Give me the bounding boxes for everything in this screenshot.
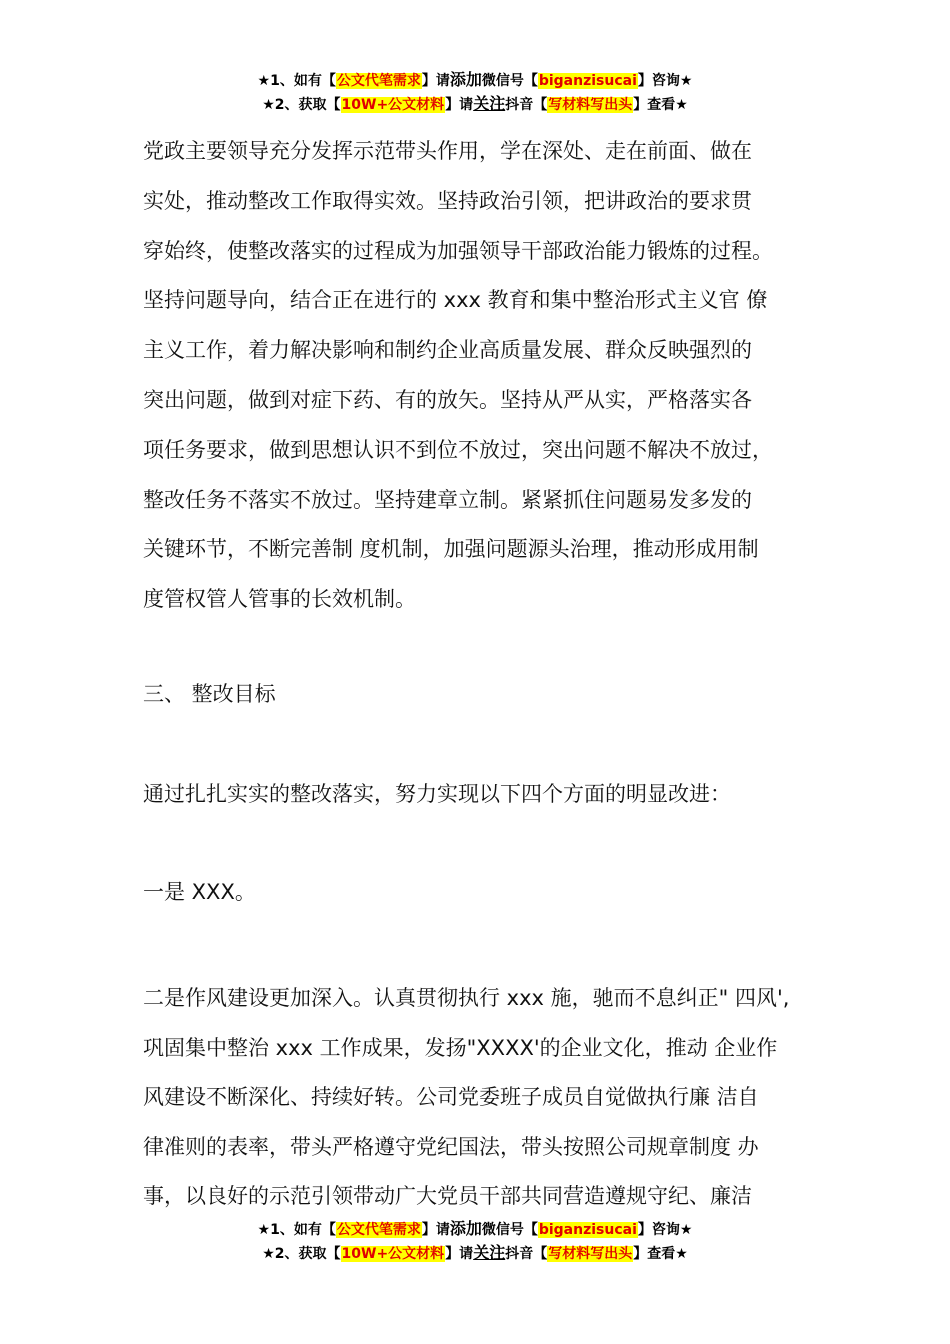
text-line: 主义工作，着力解决影响和制约企业高质量发展、群众反映强烈的 xyxy=(143,338,752,363)
promo-highlight: 10W+公文材料 xyxy=(341,1246,445,1262)
promo-text: 】查看★ xyxy=(633,97,688,113)
text-line: 关键环节，不断完善制 度机制，加强问题源头治理，推动形成用制 xyxy=(143,537,759,562)
text-line: 坚持问题导向，结合正在进行的 xxx 教育和集中整治形式主义官 僚 xyxy=(143,288,768,313)
text-line: 通过扎扎实实的整改落实，努力实现以下四个方面的明显改进： xyxy=(143,782,731,806)
promo-text: 】请 xyxy=(445,97,474,113)
promo-highlight: biganzisucai xyxy=(538,1222,637,1238)
promo-banner-bottom xyxy=(0,1217,950,1265)
promo-highlight: 写材料写出头 xyxy=(548,1246,633,1262)
promo-text: 】请 xyxy=(421,73,450,89)
paragraph-item-1 xyxy=(143,874,833,910)
text-line: 穿始终，使整改落实的过程成为加强领导干部政治能力锻炼的过程。 xyxy=(143,238,773,263)
text-line: 律准则的表率，带头严格遵守党纪国法，带头按照公司规章制度 办 xyxy=(143,1134,759,1159)
text-line: 巩固集中整治 xxx 工作成果，发扬"XXXX'的企业文化，推动 企业作 xyxy=(143,1035,778,1060)
promo-line-1 xyxy=(0,1217,950,1241)
text-line: 二是作风建设更加深入。认真贯彻执行 xxx 施，驰而不息纠正" 四风', xyxy=(143,986,790,1010)
text-line: 实处，推动整改工作取得实效。坚持政治引领，把讲政治的要求贯 xyxy=(143,188,752,213)
promo-emphasis: 添加 xyxy=(449,70,482,89)
promo-highlight: 公文代笔需求 xyxy=(336,1222,421,1238)
promo-text: 】咨询★ xyxy=(637,1222,693,1238)
promo-line-1 xyxy=(0,68,950,92)
promo-text: 】查看★ xyxy=(633,1246,688,1262)
promo-highlight: 公文代笔需求 xyxy=(336,73,421,89)
promo-banner-top xyxy=(0,68,950,116)
promo-text: 抖音【 xyxy=(505,97,548,113)
promo-highlight: 10W+公文材料 xyxy=(341,97,445,113)
promo-highlight: biganzisucai xyxy=(538,73,637,89)
text-line: 风建设不断深化、持续好转。公司党委班子成员自觉做执行廉 洁自 xyxy=(143,1085,759,1110)
promo-line-2 xyxy=(0,1241,950,1265)
paragraph-intro xyxy=(143,776,833,812)
promo-highlight: 写材料写出头 xyxy=(548,97,633,113)
promo-text: 抖音【 xyxy=(505,1246,548,1262)
promo-emphasis: 关注 xyxy=(473,1243,506,1262)
text-line: 整改任务不落实不放过。坚持建章立制。紧紧抓住问题易发多发的 xyxy=(143,487,752,512)
promo-text: ★2、获取【 xyxy=(262,1246,341,1262)
section-heading xyxy=(143,676,833,712)
text-line: 突出问题，做到对症下药、有的放矢。坚持从严从实，严格落实各 xyxy=(143,387,752,412)
promo-text: 微信号【 xyxy=(481,1222,538,1238)
promo-line-2 xyxy=(0,92,950,116)
promo-text: ★2、获取【 xyxy=(262,97,341,113)
text-line: 项任务要求，做到思想认识不到位不放过，突出问题不解决不放过， xyxy=(143,437,773,462)
promo-text: 】请 xyxy=(421,1222,450,1238)
paragraph-principles xyxy=(143,127,833,625)
text-line: 党政主要领导充分发挥示范带头作用，学在深处、走在前面、做在 xyxy=(143,139,752,163)
promo-text: 】请 xyxy=(445,1246,474,1262)
paragraph-item-2 xyxy=(143,974,833,1222)
promo-text: 】咨询★ xyxy=(637,73,693,89)
promo-emphasis: 添加 xyxy=(449,1219,482,1238)
text-line: 一是 XXX。 xyxy=(143,880,256,904)
section-heading-text: 三、 整改目标 xyxy=(143,682,276,706)
promo-emphasis: 关注 xyxy=(473,94,506,113)
promo-text: ★1、如有【 xyxy=(257,73,336,89)
text-line: 度管权管人管事的长效机制。 xyxy=(143,587,416,612)
promo-text: 微信号【 xyxy=(481,73,538,89)
text-line: 事，以良好的示范引领带动广大党员干部共同营造遵规守纪、廉洁 xyxy=(143,1184,752,1209)
promo-text: ★1、如有【 xyxy=(257,1222,336,1238)
